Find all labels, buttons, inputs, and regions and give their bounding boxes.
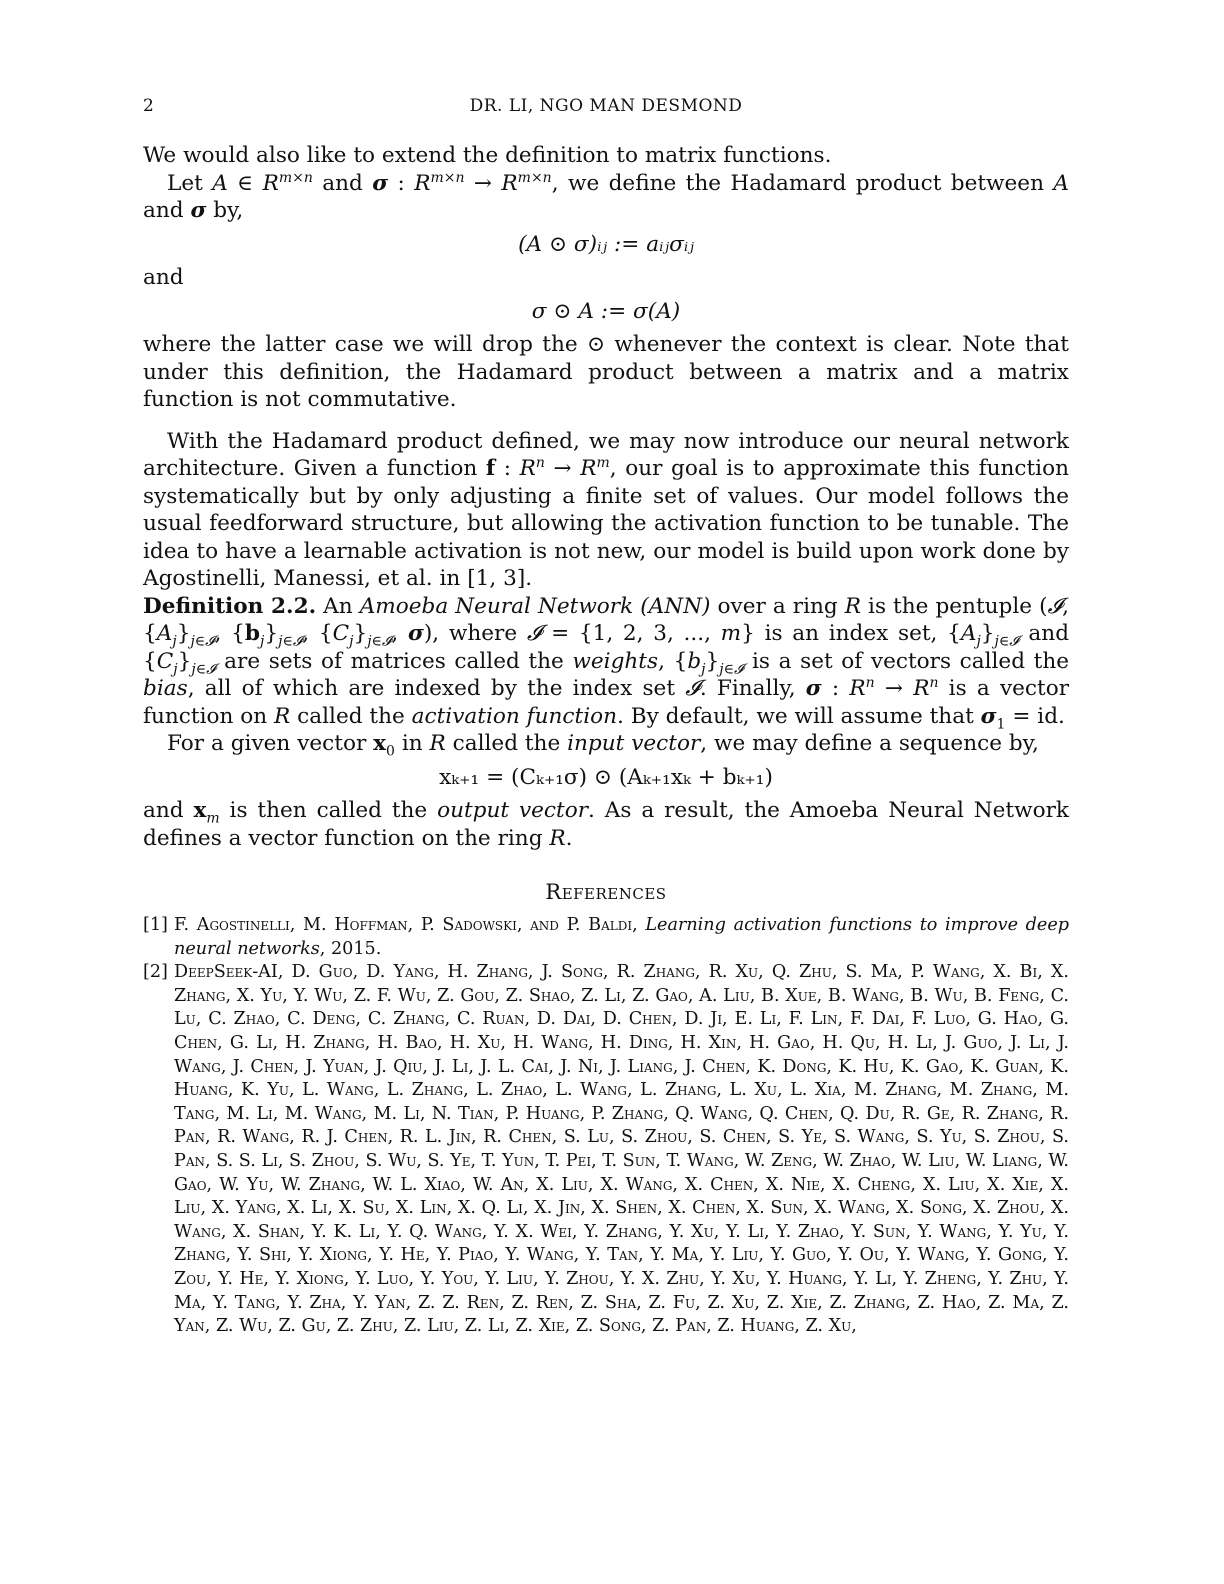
paragraph-architecture: With the Hadamard product defined, we may now introduce our neural network architecture. Given a function f : $R^n \to R^m$, our goal is to approximate this function systematically but by only adjusting a finite set of values. Our model follows the usual feedforward structure, but allowing the activation function to be tunable. The idea to have a learnable activation is not new, our model is build upon work done by Agostinelli, Manessi, et al. in [1, 3]. [143,428,1069,591]
and-word: and [143,265,184,290]
running-title: DR. LI, NGO MAN DESMOND [469,96,743,116]
reference-item [143,961,1069,1339]
references-list [143,914,1069,1339]
equation-recurrence: xₖ₊₁ = (Cₖ₊₁σ) ⊙ (Aₖ₊₁xₖ + bₖ₊₁) [439,764,773,790]
paragraph-input-vector: For a given vector $x_0$ in R called the input vector, we may define a sequence by, [167,731,1039,760]
reference-number: [2] [143,962,168,983]
paper-page [143,96,1069,1339]
paragraph-output-vector: and $x_m$ is then called the output vector. As a result, the Amoeba Neural Network defines a vector function on the ring R. [143,798,1070,851]
reference-title: Learning activation functions to improve deep neural networks [174,915,1070,959]
definition-label: Definition 2.2. [143,593,317,619]
reference-number: [1] [143,915,168,935]
body-text [143,142,1069,852]
page-number: 2 [143,96,154,116]
reference-tail: , 2015. [319,938,382,959]
reference-authors: F. Agostinelli, M. Hoffman, P. Sadowski, and P. Baldi, [174,915,638,935]
paragraph-hadamard-def: Let A ∈ $R^{m\times n}$ and σ : $R^{m\times n} \to R^{m\times n}$, we define the Hadamard product between A and σ by, [143,169,1069,223]
paragraph-commutative: where the latter case we will drop the ⊙ whenever the context is clear. Note that under this definition, the Hadamard product between a matrix and a matrix function is not commutative. [143,332,1069,412]
running-head [143,96,1069,122]
equation-hadamard-function: σ ⊙ A := σ(A) [531,298,681,324]
equation-hadamard-elementwise: (A ⊙ σ)ᵢⱼ := aᵢⱼσᵢⱼ [518,231,694,257]
references-heading: References [545,880,667,904]
reference-authors: DeepSeek-AI, D. Guo, D. Yang, H. Zhang, J. Song, R. Zhang, R. Xu, Q. Zhu, S. Ma, P. Wang, X. Bi, X. Zhang, X. Yu, Y. Wu, Z. F. Wu, Z. Gou, Z. Shao, Z. Li, Z. Gao, A. Liu, B. Xue, B. Wang, B. Wu, B. Feng, C. Lu, C. Zhao, C. Deng, C. Zhang, C. Ruan, D. Dai, D. Chen, D. Ji, E. Li, F. Lin, F. Dai, F. Luo, G. Hao, G. Chen, G. Li, H. Zhang, H. Bao, H. Xu, H. Wang, H. Ding, H. Xin, H. Gao, H. Qu, H. Li, J. Guo, J. Li, J. Wang, J. Chen, J. Yuan, J. Qiu, J. Li, J. L. Cai, J. Ni, J. Liang, J. Chen, K. Dong, K. Hu, K. Gao, K. Guan, K. Huang, K. Yu, L. Wang, L. Zhang, L. Zhao, L. Wang, L. Zhang, L. Xu, L. Xia, M. Zhang, M. Zhang, M. Tang, M. Li, M. Wang, M. Li, N. Tian, P. Huang, P. Zhang, Q. Wang, Q. Chen, Q. Du, R. Ge, R. Zhang, R. Pan, R. Wang, R. J. Chen, R. L. Jin, R. Chen, S. Lu, S. Zhou, S. Chen, S. Ye, S. Wang, S. Yu, S. Zhou, S. Pan, S. S. Li, S. Zhou, S. Wu, S. Ye, T. Yun, T. Pei, T. Sun, T. Wang, W. Zeng, W. Zhao, W. Liu, W. Liang, W. Gao, W. Yu, W. Zhang, W. L. Xiao, W. An, X. Liu, X. Wang, X. Chen, X. Nie, X. Cheng, X. Liu, X. Xie, X. Liu, X. Yang, X. Li, X. Su, X. Lin, X. Q. Li, X. Jin, X. Shen, X. Chen, X. Sun, X. Wang, X. Song, X. Zhou, X. Wang, X. Shan, Y. K. Li, Y. Q. Wang, Y. X. Wei, Y. Zhang, Y. Xu, Y. Li, Y. Zhao, Y. Sun, Y. Wang, Y. Yu, Y. Zhang, Y. Shi, Y. Xiong, Y. He, Y. Piao, Y. Wang, Y. Tan, Y. Ma, Y. Liu, Y. Guo, Y. Ou, Y. Wang, Y. Gong, Y. Zou, Y. He, Y. Xiong, Y. Luo, Y. You, Y. Liu, Y. Zhou, Y. X. Zhu, Y. Xu, Y. Huang, Y. Li, Y. Zheng, Y. Zhu, Y. Ma, Y. Tang, Y. Zha, Y. Yan, Z. Z. Ren, Z. Ren, Z. Sha, Z. Fu, Z. Xu, Z. Xie, Z. Zhang, Z. Hao, Z. Ma, Z. Yan, Z. Wu, Z. Gu, Z. Zhu, Z. Liu, Z. Li, Z. Xie, Z. Song, Z. Pan, Z. Huang, Z. Xu, [174,962,1069,1337]
paragraph-intro: We would also like to extend the definition to matrix functions. [143,143,832,168]
reference-item [143,914,1069,961]
definition-ann: Definition 2.2. An Amoeba Neural Network (ANN) over a ring R is the pentuple (𝓘, $\{A_j\}_{j\in 𝓘}$, $\{b_j\}_{j\in 𝓘}$, $\{C_j\}_{j\in 𝓘}$, σ), where 𝓘 = {1, 2, 3, ..., m} is an index set, $\{A_j\}_{j\in 𝓘}$ and $\{C_j\}_{j\in 𝓘}$ are sets of matrices called the weights, $\{b_j\}_{j\in 𝓘}$ is a set of vectors called the bias, all of which are indexed by the index set 𝓘. Finally, σ : $R^n \to R^n$ is a vector function on R called the activation function. By default, we will assume that $\sigma_1$ = id. [143,593,1070,732]
